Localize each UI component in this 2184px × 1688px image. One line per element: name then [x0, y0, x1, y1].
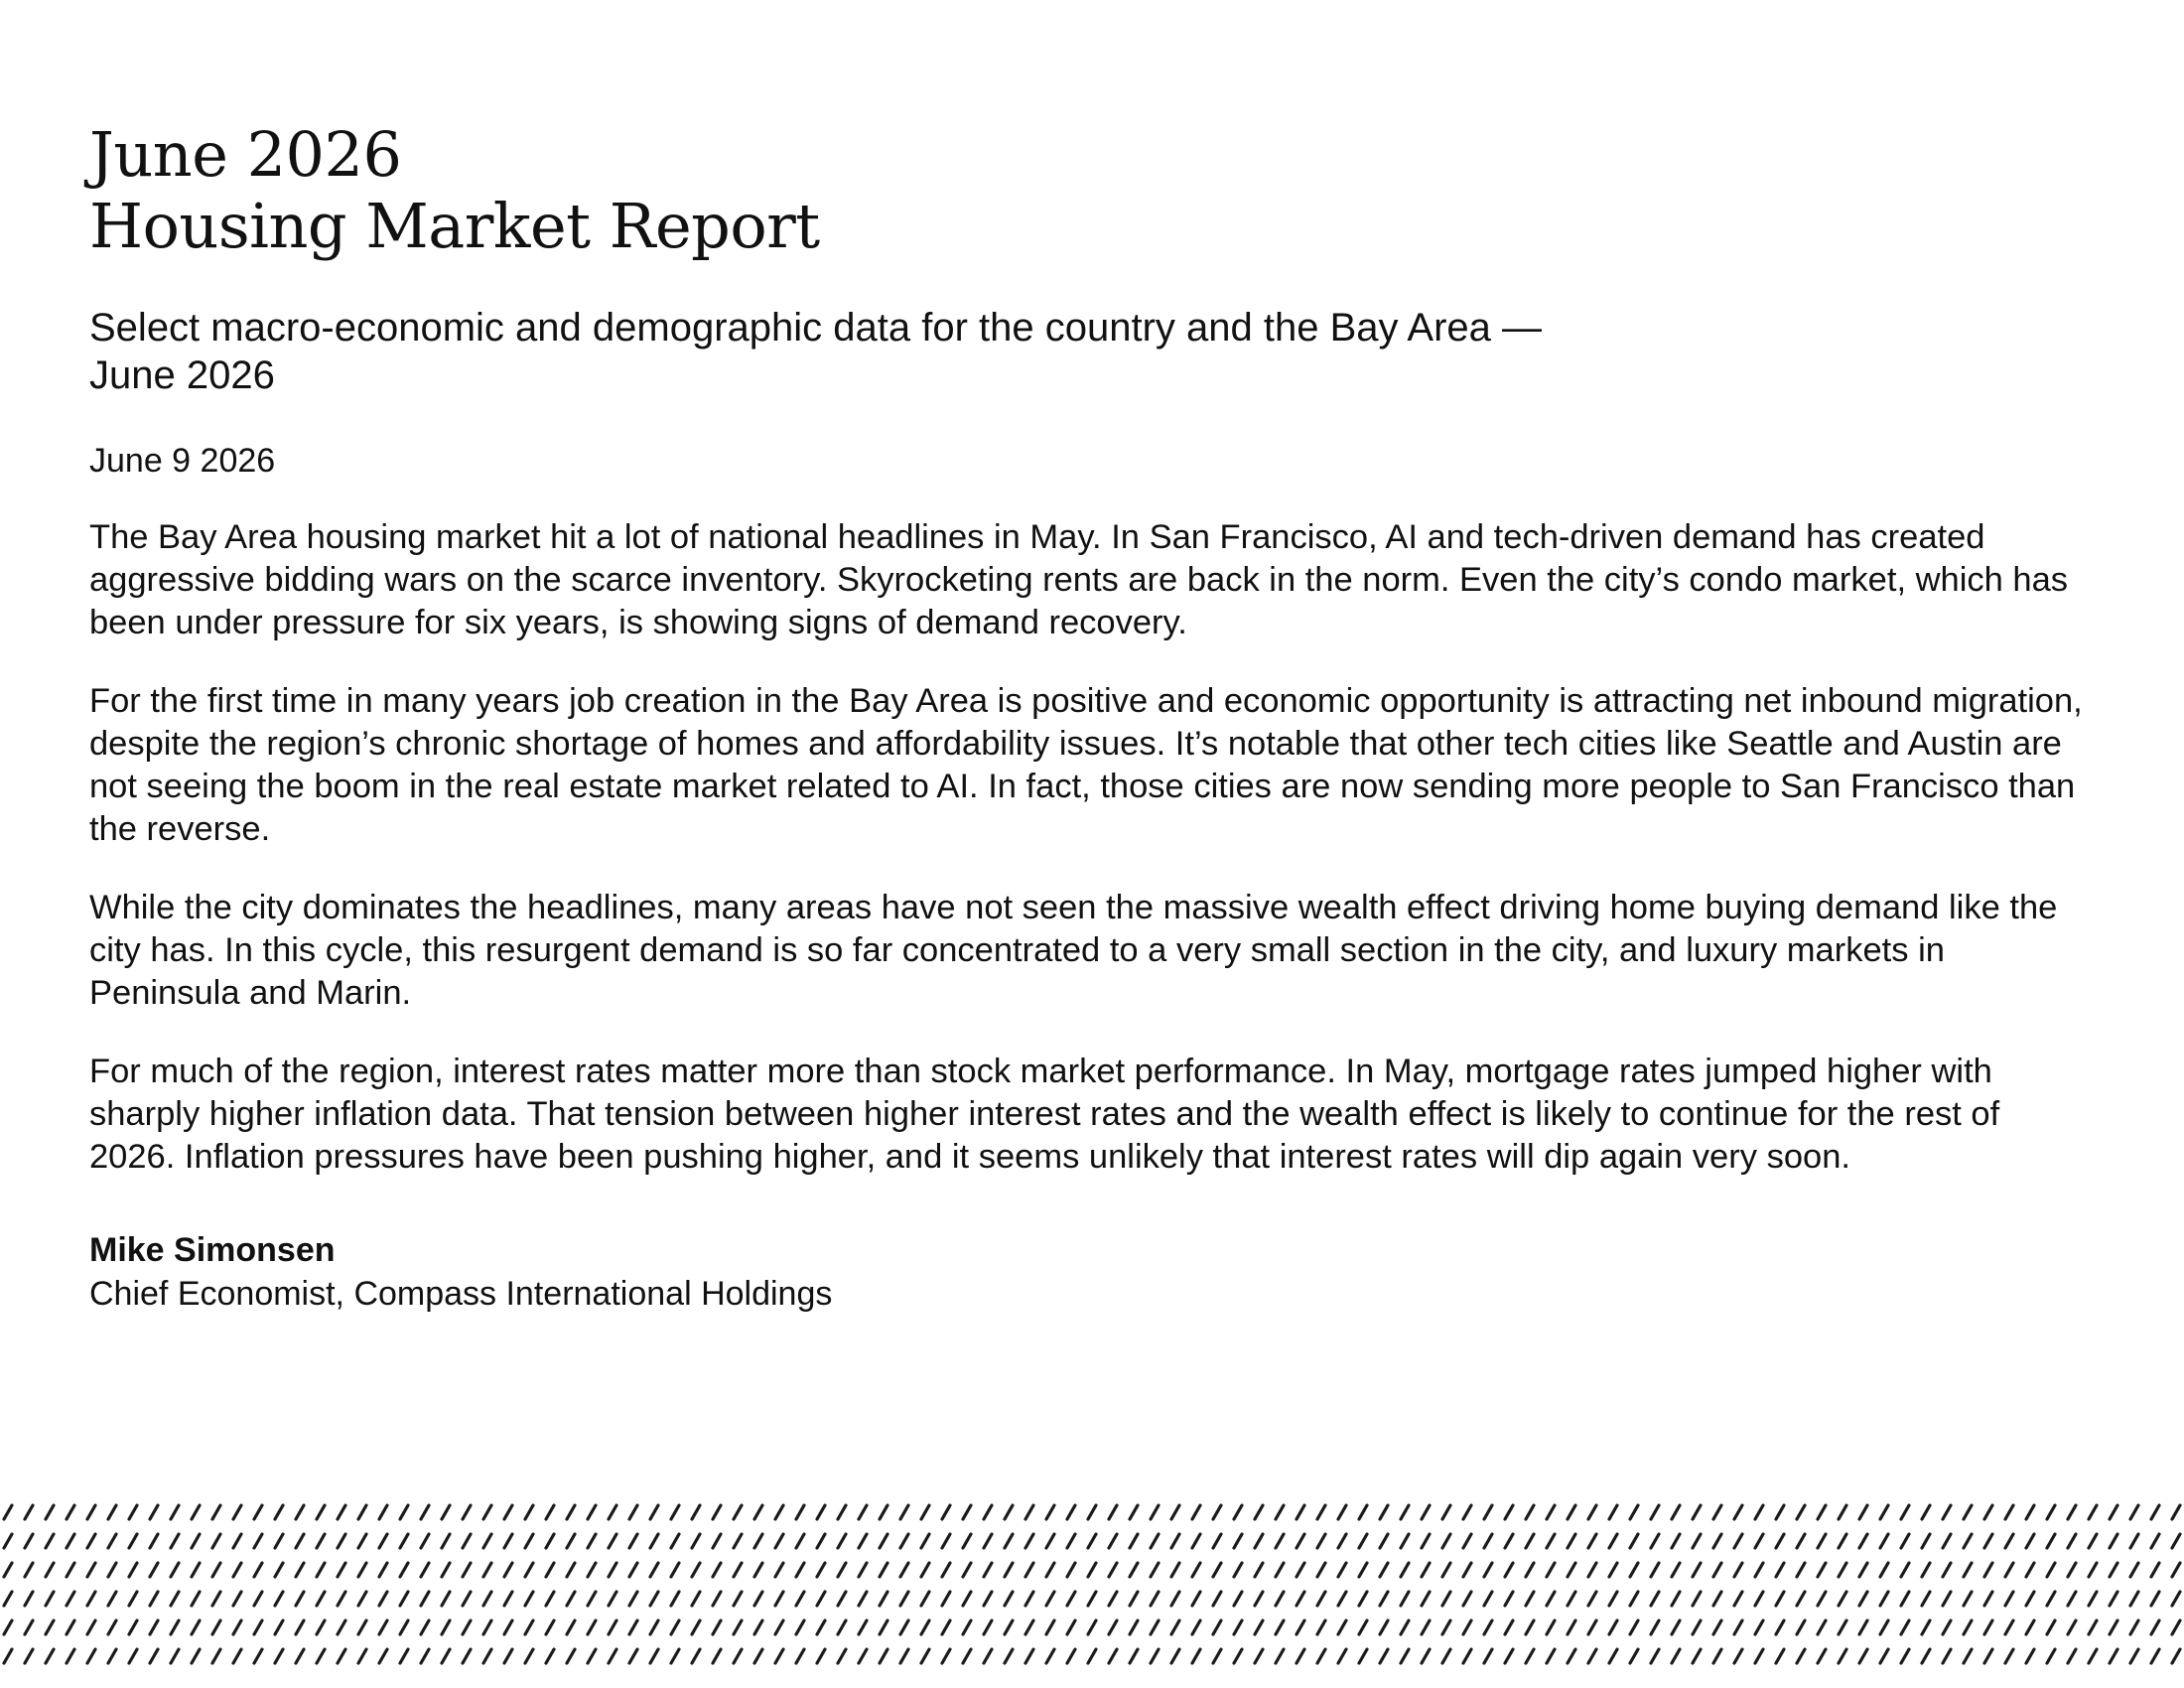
- body-paragraph: For much of the region, interest rates matter more than stock market performance. In May, mortgage rates jumped higher with sharply higher inflation data. That tension between higher interest rates and the wealth effect is likely to continue for the rest of 2026. Inflation pressures have been pushing higher, and it seems unlikely that interest rates will dip again very soon.: [89, 1053, 2000, 1176]
- title-line-report: Housing Market Report: [89, 190, 820, 262]
- body-paragraph: While the city dominates the headlines, many areas have not seen the massive wealth effect driving home buying demand like the city has. In this cycle, this resurgent demand is so far concentrated to a very small section in the city, and luxury markets in Peninsula and Marin.: [89, 889, 2058, 1012]
- title-line-date: June 2026: [89, 118, 402, 191]
- report-subtitle: Select macro-economic and demographic data for the country and the Bay Area — June 2026: [89, 306, 1543, 397]
- decorative-slash-pattern: [0, 1497, 2184, 1688]
- author-name: Mike Simonsen: [89, 1231, 336, 1269]
- report-content: [89, 119, 2095, 1316]
- body-paragraph: For the first time in many years job creation in the Bay Area is positive and economic opportunity is attracting net inbound migration, despite the region’s chronic shortage of homes and affordability issues. It’s notable that other tech cities like Seattle and Austin are not seeing the boom in the real estate market related to AI. In fact, those cities are now sending more people to San Francisco than the reverse.: [89, 682, 2083, 848]
- author-title: Chief Economist, Compass International Holdings: [89, 1275, 833, 1313]
- page-title: [89, 119, 2095, 262]
- report-body: [89, 516, 2095, 1179]
- report-date: June 9 2026: [89, 442, 276, 480]
- author-signature: [89, 1228, 2095, 1316]
- body-paragraph: The Bay Area housing market hit a lot of national headlines in May. In San Francisco, AI and tech-driven demand has created aggressive bidding wars on the scarce inventory. Skyrocketing rents are back in the norm. Even the city’s condo market, which has been under pressure for six years, is showing signs of demand recovery.: [89, 518, 2069, 641]
